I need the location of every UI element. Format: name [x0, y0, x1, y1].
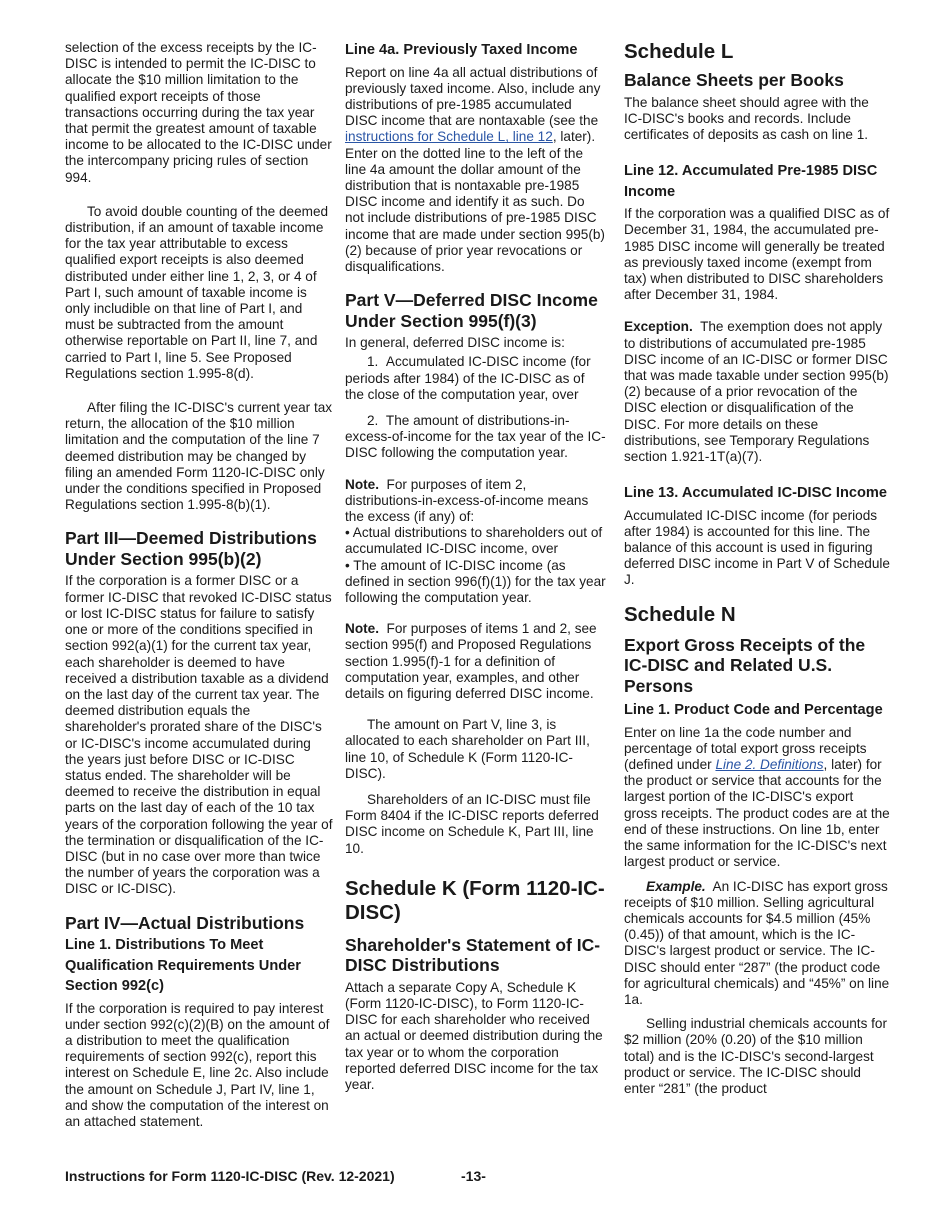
paragraph-exception: Exception. The exemption does not apply to distributions of accumulated pre-1985 DISC income of an IC-DISC or former DISC that was made taxable under section 995(b)(2) because of a prior revocation of the DISC election or disqualification of the DISC. For more details on these distributions, see Temporary Regulations section 1.921-1T(a)(7).	[624, 319, 889, 464]
heading-schedule-n: Schedule N	[624, 602, 736, 626]
paragraph-excess-receipts: selection of the excess receipts by the IC-DISC is intended to permit the IC-DISC to allocate the $10 million limitation to the qualified export receipts of those transactions occurring during the tax year that permit the greatest amount of taxable income to be allocated to the IC-DISC under the intercompany pricing rules of section 994.	[65, 40, 332, 185]
note-items-1-2: Note. For purposes of items 1 and 2, see section 995(f) and Proposed Regulations section 1.995(f)-1 for a definition of computation year, examples, and other details on figuring deferred DISC income.	[345, 621, 597, 701]
list-item-1: 1. Accumulated IC-DISC income (for periods after 1984) of the IC-DISC as of the close of the computation year, over	[345, 354, 591, 402]
paragraph-amended-return: After filing the IC-DISC's current year tax return, the allocation of the $10 million limitation and the computation of the line 7 deemed distribution may be changed by filing an amended Form 1120-IC-DISC only under the conditions specified in Proposed Regulations section 1.995-8(b)(1).	[65, 400, 333, 513]
bullet-ic-disc-income: • The amount of IC-DISC income (as defined in section 996(f)(1)) for the tax year following the computation year.	[345, 557, 606, 605]
paragraph-accumulated-income: Accumulated IC-DISC income (for periods after 1984) is accounted for this line. The balance of this account is used in figuring deferred DISC income in Part V of Schedule J.	[624, 507, 890, 588]
page-footer	[65, 1168, 486, 1184]
heading-line-1-distributions: Line 1. Distributions To Meet Qualification Requirements Under Section 992(c)	[65, 937, 301, 995]
paragraph-double-counting: To avoid double counting of the deemed distribution, if an amount of taxable income for the tax year attributable to excess qualified export receipts is also deemed distributed under either line 1, 2, 3, or 4 of Part I, such amount of taxable income is only includible on that line of Part I, and must be subtracted from the amount otherwise reportable on Part II, line 7, and carried to Part I, line 5. See Proposed Regulations section 1.995-8(d).	[65, 203, 329, 381]
paragraph-interest: If the corporation is required to pay interest under section 992(c)(2)(B) on the amount of a distribution to meet the qualification requirements of section 992(c), report this interest on Schedule E, line 2c. Also include the amount on Schedule J, Part IV, line 1, and show the computation of the interest on an attached statement.	[65, 1000, 330, 1129]
paragraph-previously-taxed: Report on line 4a all actual distributions of previously taxed income. Also, include any distributions of pre-1985 accumulated DISC income that are nontaxable (see the instructions for Schedule L, line 12, later). Enter on the dotted line to the left of the line 4a amount the dollar amount of the distribution that is nontaxable pre-1985 DISC income and identify it as such. Do not include distributions of pre-1985 DISC income that are made under section 995(b)(2) because of prior year revocations or disqualifications.	[345, 64, 605, 274]
note-item-2: Note. For purposes of item 2, distributions-in-excess-of-income means the excess (if any) of:	[345, 476, 589, 524]
column-left	[65, 40, 333, 1145]
column-right	[624, 40, 890, 1112]
paragraph-qualified-disc: If the corporation was a qualified DISC as of December 31, 1984, the accumulated pre-1985 DISC income will generally be treated as previously taxed income (exempt from tax) when distributed to DISC shareholders after December 31, 1984.	[624, 206, 890, 303]
paragraph-copy-a: Attach a separate Copy A, Schedule K (Form 1120-IC-DISC), to Form 1120-IC-DISC for each shareholder who received an actual or deemed distribution during the tax year or to whom the corporation reported deferred DISC income for the tax year.	[345, 979, 603, 1093]
heading-line-12: Line 12. Accumulated Pre-1985 DISC Income	[624, 163, 878, 200]
paragraph-enter-line-1a: Enter on line 1a the code number and percentage of total export gross receipts (defined under Line 2. Definitions, later) for the product or service that accounts for the largest portion of the IC-DISC's export gross receipts. The product codes are at the end of these instructions. On line 1b, enter the same information for the IC-DISC's next largest product or service.	[624, 724, 890, 870]
heading-part-iii: Part III—Deemed Distributions Under Section 995(b)(2)	[65, 528, 317, 569]
bullet-actual-distributions: • Actual distributions to shareholders out of accumulated IC-DISC income, over	[345, 525, 603, 557]
heading-line-13: Line 13. Accumulated IC-DISC Income	[624, 485, 888, 502]
bullet-icon: •	[345, 557, 350, 573]
column-middle	[345, 40, 607, 1108]
list-item-2: 2. The amount of distributions-in-excess-of-income for the tax year of the IC-DISC following the computation year.	[345, 412, 606, 461]
heading-export-gross-receipts: Export Gross Receipts of the IC-DISC and Related U.S. Persons	[624, 634, 866, 696]
paragraph-former-disc: If the corporation is a former DISC or a former IC-DISC that revoked IC-DISC status or lost IC-DISC status for failure to satisfy one or more of the conditions specified in section 992(a)(1) for the current tax year, each shareholder is deemed to have received a distribution taxable as a dividend on the last day of the current tax year. The deemed distribution equals the shareholder's prorated share of the DISC's or IC-DISC's income accumulated during the years just before DISC or IC-DISC status ended. The shareholder will be deemed to receive the distribution in equal parts on the last day of each of the 10 tax years of the corporation following the year of the termination or disqualification of the IC-DISC (but in no case over more than twice the number of years the corporation was a DISC or IC-DISC).	[65, 573, 333, 897]
heading-line-4a: Line 4a. Previously Taxed Income	[345, 42, 578, 58]
paragraph-balance-sheet: The balance sheet should agree with the IC-DISC's books and records. Include certificates of deposits as cash on line 1.	[624, 94, 869, 142]
heading-balance-sheets: Balance Sheets per Books	[624, 70, 844, 90]
paragraph-part-v-line-3: The amount on Part V, line 3, is allocated to each shareholder on Part III, line 10, of Schedule K (Form 1120-IC-DISC).	[345, 717, 590, 781]
paragraph-example: Example. An IC-DISC has export gross receipts of $10 million. Selling agricultural chemicals accounts for $4.5 million (45% (0.45)) of that amount, which is the IC-DISC's largest product or service. The IC-DISC should enter “287” (the product code for agricultural chemicals) and “45%” on line 1a.	[624, 878, 890, 1007]
bullet-icon: •	[345, 525, 350, 541]
paragraph-deferred-intro: In general, deferred DISC income is:	[345, 335, 565, 351]
page-number: -13-	[461, 1168, 486, 1184]
paragraph-form-8404: Shareholders of an IC-DISC must file Form 8404 if the IC-DISC reports deferred DISC income on Schedule K, Part III, line 10.	[345, 792, 599, 856]
heading-schedule-l: Schedule L	[624, 40, 734, 63]
link-line-2-definitions[interactable]: Line 2. Definitions	[715, 757, 824, 773]
heading-schedule-k: Schedule K (Form 1120-IC-DISC)	[345, 876, 605, 924]
link-schedule-l-line-12[interactable]: instructions for Schedule L, line 12	[345, 129, 553, 145]
footer-form-title: Instructions for Form 1120-IC-DISC (Rev. 12-2021)	[65, 1168, 395, 1184]
heading-part-iv: Part IV—Actual Distributions	[65, 912, 305, 933]
heading-shareholder-statement: Shareholder's Statement of IC-DISC Distributions	[345, 934, 601, 976]
heading-part-v: Part V—Deferred DISC Income Under Section 995(f)(3)	[345, 290, 598, 331]
heading-product-code: Line 1. Product Code and Percentage	[624, 702, 883, 719]
paragraph-industrial-chemicals: Selling industrial chemicals accounts for $2 million (20% (0.20) of the $10 million total) and is the IC-DISC's second-largest product or service. The IC-DISC should enter “281” (the product	[624, 1016, 888, 1096]
